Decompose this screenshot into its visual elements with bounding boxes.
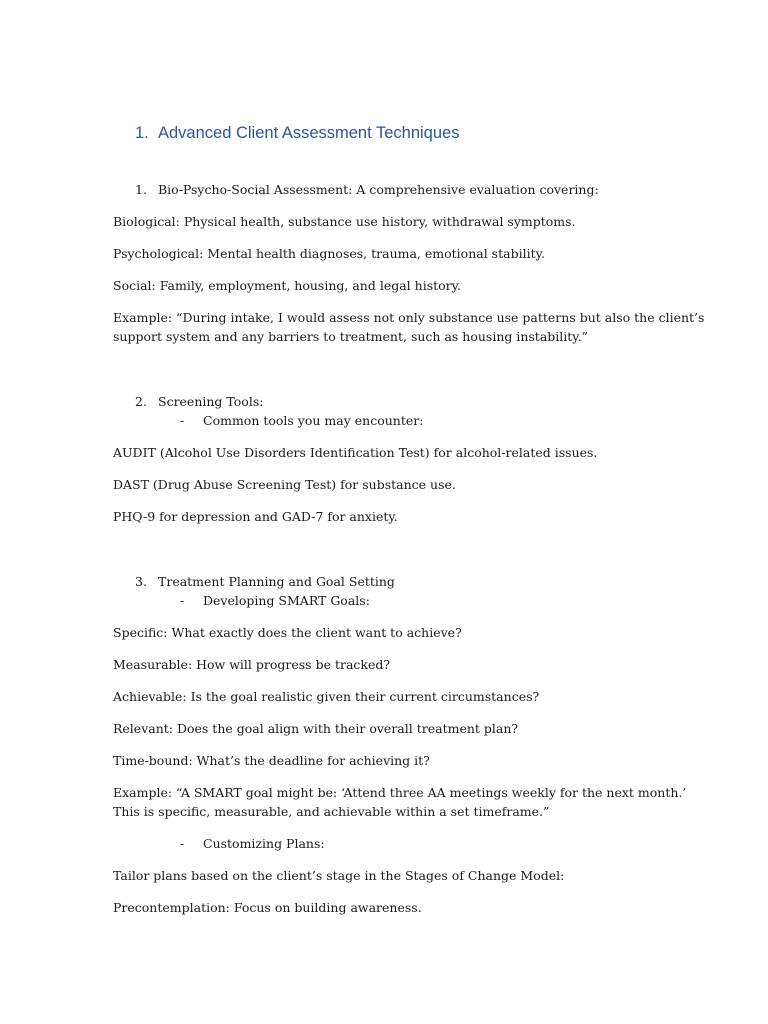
numbered-item-bps [135,180,599,199]
paragraph-precontemplation: Precontemplation: Focus on building awareness. [113,900,422,915]
numbered-item-screening [135,392,263,411]
sub-item-smart-goals [180,591,370,610]
item-text: Treatment Planning and Goal Setting [158,574,395,589]
paragraph-specific: Specific: What exactly does the client want to achieve? [113,625,462,640]
paragraph-relevant: Relevant: Does the goal align with their overall treatment plan? [113,721,519,736]
paragraph-social: Social: Family, employment, housing, and legal history. [113,278,462,293]
sub-item-text: Developing SMART Goals: [203,593,370,608]
paragraph-example-smart-line1: Example: “A SMART goal might be: ‘Attend three AA meetings weekly for the next month.’ [113,785,687,800]
heading-number: 1. [135,124,149,142]
sub-item-text: Customizing Plans: [203,836,325,851]
paragraph-example-intake-line1: Example: “During intake, I would assess not only substance use patterns but also the client’s [113,310,705,325]
paragraph-achievable: Achievable: Is the goal realistic given their current circumstances? [113,689,540,704]
paragraph-biological: Biological: Physical health, substance use history, withdrawal symptoms. [113,214,576,229]
item-number: 3. [135,574,147,589]
paragraph-phq: PHQ-9 for depression and GAD-7 for anxiety. [113,509,398,524]
sub-item-customizing-plans [180,834,325,853]
item-number: 1. [135,182,147,197]
dash-bullet: - [180,593,185,608]
dash-bullet: - [180,836,185,851]
section-heading [135,124,459,143]
paragraph-psychological: Psychological: Mental health diagnoses, trauma, emotional stability. [113,246,545,261]
heading-title: Advanced Client Assessment Techniques [158,124,460,142]
paragraph-measurable: Measurable: How will progress be tracked? [113,657,391,672]
paragraph-tailor: Tailor plans based on the client’s stage in the Stages of Change Model: [113,868,565,883]
sub-item-common-tools [180,411,423,430]
paragraph-timebound: Time-bound: What’s the deadline for achieving it? [113,753,430,768]
dash-bullet: - [180,413,185,428]
paragraph-example-intake-line2: support system and any barriers to treatment, such as housing instability.” [113,329,589,344]
paragraph-audit: AUDIT (Alcohol Use Disorders Identification Test) for alcohol-related issues. [113,445,598,460]
paragraph-dast: DAST (Drug Abuse Screening Test) for substance use. [113,477,456,492]
numbered-item-planning [135,572,395,591]
item-number: 2. [135,394,147,409]
item-text: Screening Tools: [158,394,264,409]
sub-item-text: Common tools you may encounter: [203,413,424,428]
paragraph-example-smart-line2: This is specific, measurable, and achievable within a set timeframe.” [113,804,550,819]
item-text: Bio-Psycho-Social Assessment: A comprehensive evaluation covering: [158,182,599,197]
